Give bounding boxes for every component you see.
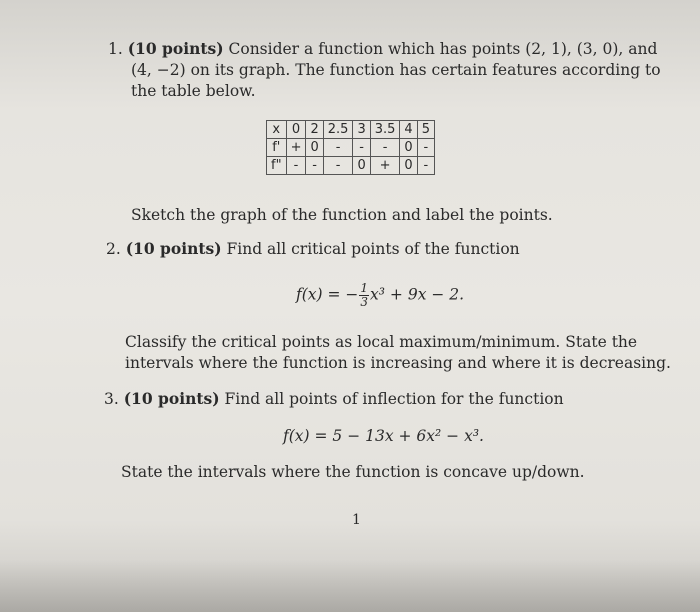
table-cell: f' [267,139,287,157]
table-cell: - [306,157,323,175]
table-cell: 0 [353,157,370,175]
problem-2-text: Find all critical points of the function [221,240,520,258]
table-cell: 2.5 [323,121,353,139]
table-cell: 0 [400,139,417,157]
table-cell: + [370,157,400,175]
sketch-instruction: Sketch the graph of the function and label the points. [131,206,553,224]
table-cell: 4 [400,121,417,139]
problem-1-number: 1. [108,40,128,58]
problem-3-instruction: State the intervals where the function is concave up/down. [121,463,585,481]
problem-3-number: 3. [104,390,124,408]
equation-fraction [359,282,369,309]
table-cell: 3 [353,121,370,139]
problem-2-heading [106,238,520,260]
problem-3-points: (10 points) [123,389,220,408]
problem-1-text-1: Consider a function which has points (2, 1), (3, 0), and [223,40,658,58]
photo-shadow [0,560,700,612]
table-row [267,139,435,157]
table-cell: + [286,139,306,157]
problem-1-points: (10 points) [127,39,224,58]
table-cell: 2 [306,121,323,139]
problem-3-equation: f(x) = 5 − 13x + 6x² − x³. [283,427,484,445]
fraction-denominator: 3 [360,295,369,309]
equation-rest: x³ + 9x − 2. [370,285,465,304]
problem-2-number: 2. [106,240,126,258]
problem-3-text: Find all points of inflection for the function [219,390,564,408]
table-cell: f" [267,157,287,175]
problem-2-equation [296,282,464,309]
fraction-numerator: 1 [360,281,369,295]
table-row [267,121,435,139]
problem-3-heading [104,388,564,410]
table-cell: 5 [417,121,434,139]
sign-chart-table [266,120,435,175]
table-cell: - [286,157,306,175]
table-cell: x [267,121,287,139]
problem-2-classify-1: Classify the critical points as local maximum/minimum. State the [125,333,638,351]
table-cell: 3.5 [370,121,400,139]
page-number: 1 [352,512,361,528]
table-cell: 0 [286,121,306,139]
problem-1-text-2: (4, −2) on its graph. The function has certain features according to [131,61,661,79]
table-cell: - [417,139,434,157]
table-cell: 0 [400,157,417,175]
problem-1-text-3: the table below. [131,82,256,100]
table-cell: 0 [306,139,323,157]
table-cell: - [417,157,434,175]
table-cell: - [323,157,353,175]
problem-2-classify-2: intervals where the function is increasing and where it is decreasing. [125,354,671,372]
table-row [267,157,435,175]
problem-1-heading [108,38,657,60]
table-cell: - [323,139,353,157]
table-cell: - [370,139,400,157]
problem-2-points: (10 points) [125,239,222,258]
table-cell: - [353,139,370,157]
equation-lhs: f(x) = − [296,285,359,304]
